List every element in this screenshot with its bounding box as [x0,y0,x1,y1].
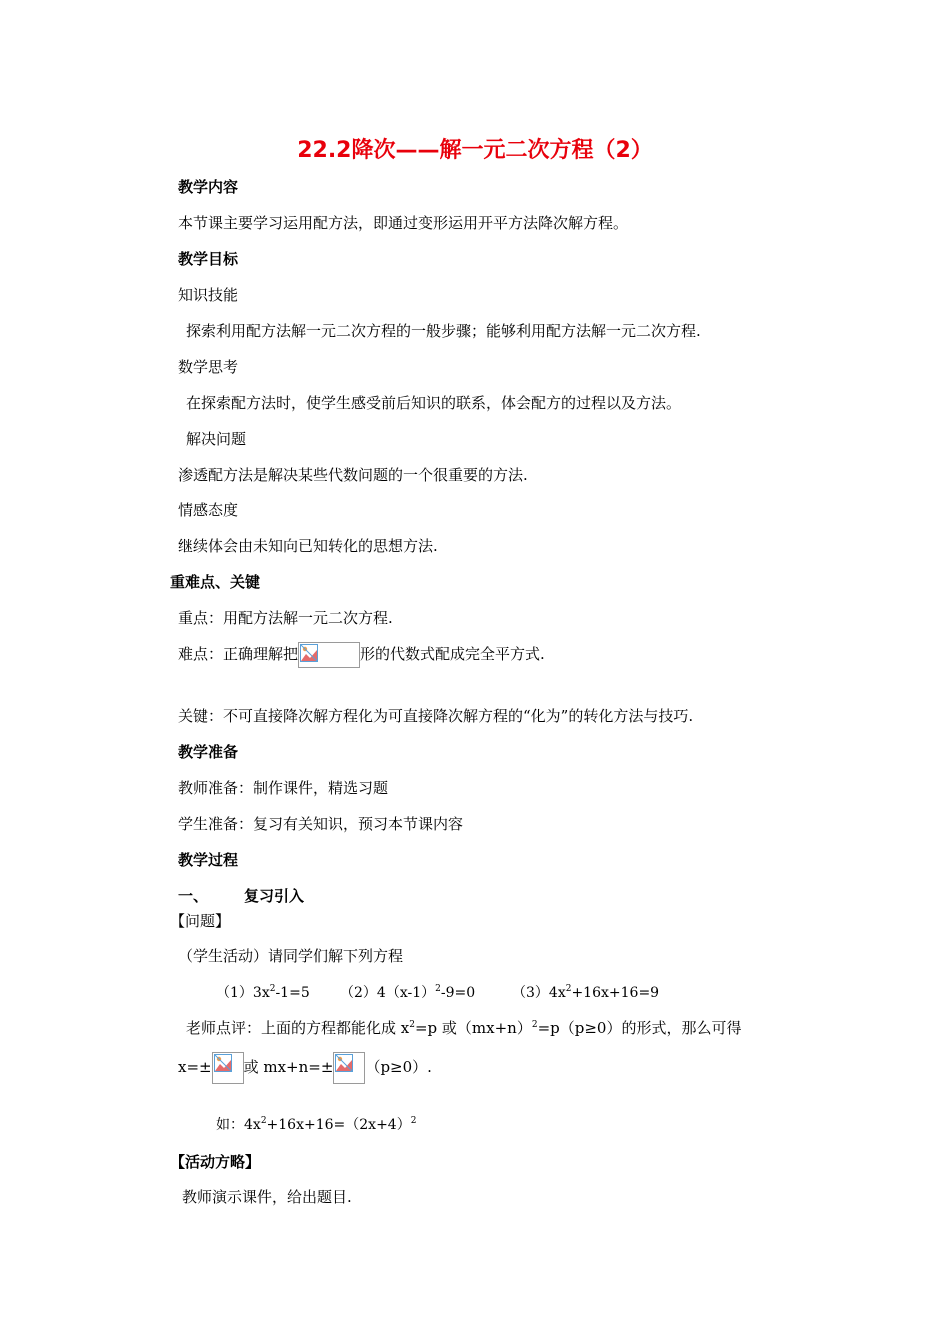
thinking-heading: 数学思考 [178,358,239,376]
solution-part-c: （p≥0）. [365,1058,432,1076]
difficulty-line [178,640,545,668]
eq1-sup: 2 [269,984,276,994]
question-label: 【问题】 [170,912,231,930]
student-prep: 学生准备：复习有关知识，预习本节课内容 [178,815,464,833]
content-heading: 教学内容 [178,178,239,196]
eq2-post: -9=0 [440,985,476,1001]
goals-heading: 教学目标 [178,250,239,268]
comment-sup-1: 2 [409,1020,415,1030]
attitude-heading: 情感态度 [178,501,239,519]
skills-text: 探索利用配方法解一元二次方程的一般步骤；能够利用配方法解一元二次方程. [186,322,701,340]
solution-part-b: 或 mx+n=± [243,1058,334,1076]
broken-image-icon [300,644,318,662]
eq2-pre: （2）4（x-1） [340,985,436,1001]
teacher-comment [186,1018,741,1038]
broken-image-icon [214,1054,232,1072]
sqrt-image-placeholder-2 [333,1052,365,1084]
eq3-post: +16x+16=9 [571,985,660,1001]
prep-heading: 教学准备 [178,743,239,761]
focus-text: 重点：用配方法解一元二次方程. [178,609,393,627]
equation-3 [512,983,659,1003]
comment-part-c: =p（p≥0）的形式，那么可得 [537,1019,742,1037]
comment-sup-2: 2 [531,1020,538,1030]
formula-image-placeholder [298,642,360,668]
equation-1 [216,983,310,1003]
page-title: 22.2降次——解一元二次方程（2） [297,138,653,163]
strategy-text: 教师演示课件，给出题目. [182,1188,352,1206]
activity-text: （学生活动）请同学们解下列方程 [178,947,404,965]
solution-part-a: x=± [178,1058,212,1076]
problem-text: 渗透配方法是解决某些代数问题的一个很重要的方法. [178,466,528,484]
solution-line [178,1050,432,1084]
key-points-heading: 重难点、关键 [170,573,261,591]
step1-title: 复习引入 [244,887,305,905]
example-part-a: 如：4x [216,1117,261,1133]
difficulty-prefix: 难点：正确理解把 [178,645,299,663]
attitude-text: 继续体会由未知向已知转化的思想方法. [178,537,438,555]
thinking-text: 在探索配方法时，使学生感受前后知识的联系，体会配方的过程以及方法。 [186,394,682,412]
example-line [216,1115,416,1135]
key-text: 关键：不可直接降次解方程化为可直接降次解方程的“化为”的转化方法与技巧. [178,707,694,725]
example-sup-1: 2 [260,1116,267,1126]
strategy-label: 【活动方略】 [170,1153,261,1171]
example-sup-2: 2 [410,1116,417,1126]
eq3-sup: 2 [565,984,572,994]
content-text: 本节课主要学习运用配方法，即通过变形运用开平方法降次解方程。 [178,214,629,232]
teacher-prep: 教师准备：制作课件，精选习题 [178,779,389,797]
comment-part-a: 老师点评：上面的方程都能化成 x [186,1019,410,1037]
broken-image-icon [335,1054,353,1072]
eq1-post: -1=5 [275,985,310,1001]
comment-part-b: =p 或（mx+n） [414,1019,532,1037]
eq3-pre: （3）4x [512,985,566,1001]
difficulty-suffix: 形的代数式配成完全平方式. [360,645,545,663]
example-part-b: +16x+16=（2x+4） [266,1117,411,1133]
step1-number: 一、 [178,887,209,905]
skills-heading: 知识技能 [178,286,239,304]
process-heading: 教学过程 [178,851,239,869]
eq2-sup: 2 [435,984,441,994]
eq1-pre: （1）3x [216,985,270,1001]
equation-2 [340,983,475,1003]
problem-heading: 解决问题 [186,430,247,448]
sqrt-image-placeholder-1 [212,1052,244,1084]
